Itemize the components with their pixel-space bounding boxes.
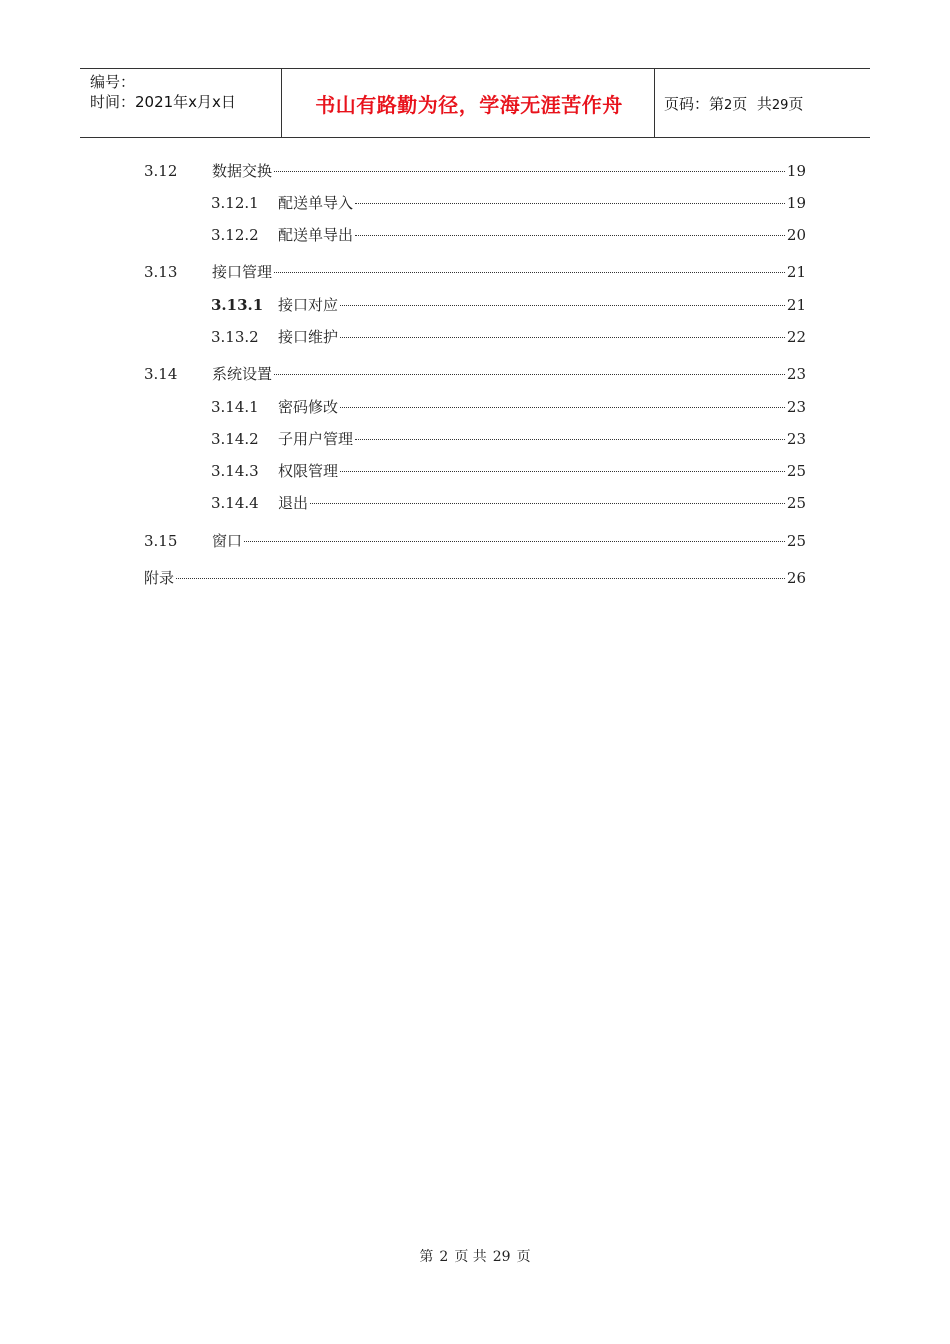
toc-leader-dots — [274, 272, 785, 273]
toc-number: 3.12.1 — [211, 194, 259, 212]
toc-page: 21 — [786, 296, 806, 314]
toc-entry[interactable] — [211, 326, 806, 348]
footer-current-page: 2 — [439, 1249, 449, 1265]
toc-title: 退出 — [278, 494, 309, 512]
toc-number: 3.13.1 — [211, 296, 264, 314]
toc-leader-dots — [355, 439, 785, 440]
toc-leader-dots — [355, 203, 785, 204]
toc-page: 25 — [786, 462, 806, 480]
toc-leader-dots — [340, 471, 785, 472]
toc-title: 接口维护 — [278, 328, 339, 346]
toc-page: 23 — [786, 365, 806, 383]
toc-title: 配送单导入 — [278, 194, 354, 212]
toc-number: 3.13.2 — [211, 328, 259, 346]
page-info-suffix: 页 — [788, 95, 804, 113]
footer-suffix: 页 — [516, 1249, 531, 1265]
page-total: 29 — [771, 98, 789, 113]
toc-leader-dots — [340, 305, 785, 306]
toc-leader-dots — [274, 374, 785, 375]
toc-page: 25 — [786, 532, 806, 550]
toc-leader-dots — [355, 235, 785, 236]
page-header — [80, 68, 870, 138]
toc-entry[interactable] — [144, 363, 806, 385]
footer-total-pages: 29 — [492, 1249, 511, 1265]
toc-entry[interactable] — [144, 567, 806, 589]
toc-leader-dots — [340, 407, 785, 408]
toc-entry[interactable] — [211, 396, 806, 418]
toc-leader-dots — [244, 541, 785, 542]
toc-entry[interactable] — [211, 224, 806, 246]
document-time: 时间：2021年x月x日 — [90, 93, 236, 111]
toc-leader-dots — [274, 171, 785, 172]
toc-page: 26 — [786, 569, 806, 587]
toc-entry[interactable] — [144, 160, 806, 182]
header-page-info — [664, 93, 803, 114]
toc-title: 附录 — [144, 569, 175, 587]
toc-number: 3.14.4 — [211, 494, 259, 512]
toc-entry[interactable] — [144, 261, 806, 283]
toc-title: 配送单导出 — [278, 226, 354, 244]
toc-page: 19 — [786, 162, 806, 180]
toc-entry[interactable] — [211, 428, 806, 450]
toc-number: 3.13 — [144, 263, 178, 281]
toc-title: 接口对应 — [278, 296, 339, 314]
toc-entry[interactable] — [211, 192, 806, 214]
toc-title: 子用户管理 — [278, 430, 354, 448]
page-footer — [0, 1246, 950, 1266]
toc-number: 3.14.1 — [211, 398, 259, 416]
toc-title: 权限管理 — [278, 462, 339, 480]
page-current: 2 — [724, 98, 733, 113]
toc-entry[interactable] — [144, 530, 806, 552]
toc-entry[interactable] — [211, 294, 806, 316]
document-number-label: 编号： — [90, 73, 136, 91]
toc-number: 3.12.2 — [211, 226, 259, 244]
toc-page: 23 — [786, 430, 806, 448]
toc-entry[interactable] — [211, 460, 806, 482]
toc-title: 密码修改 — [278, 398, 339, 416]
toc-page: 25 — [786, 494, 806, 512]
toc-title: 窗口 — [212, 532, 243, 550]
toc-number: 3.14 — [144, 365, 178, 383]
toc-title: 系统设置 — [212, 365, 273, 383]
header-motto: 书山有路勤为径，学海无涯苦作舟 — [315, 93, 623, 117]
toc-leader-dots — [340, 337, 785, 338]
toc-page: 23 — [786, 398, 806, 416]
toc-leader-dots — [176, 578, 785, 579]
toc-page: 19 — [786, 194, 806, 212]
footer-prefix: 第 — [419, 1249, 434, 1265]
toc-leader-dots — [310, 503, 785, 504]
toc-number: 3.14.3 — [211, 462, 259, 480]
toc-entry[interactable] — [211, 492, 806, 514]
toc-number: 3.12 — [144, 162, 178, 180]
toc-title: 数据交换 — [212, 162, 273, 180]
toc-page: 21 — [786, 263, 806, 281]
toc-number: 3.15 — [144, 532, 178, 550]
footer-middle: 页 共 — [454, 1249, 487, 1265]
header-meta — [90, 72, 236, 112]
toc-title: 接口管理 — [212, 263, 273, 281]
toc-number: 3.14.2 — [211, 430, 259, 448]
toc-page: 20 — [786, 226, 806, 244]
page-info-prefix: 页码：第 — [664, 95, 725, 113]
page-info-middle: 页 共 — [732, 95, 772, 113]
toc-page: 22 — [786, 328, 806, 346]
